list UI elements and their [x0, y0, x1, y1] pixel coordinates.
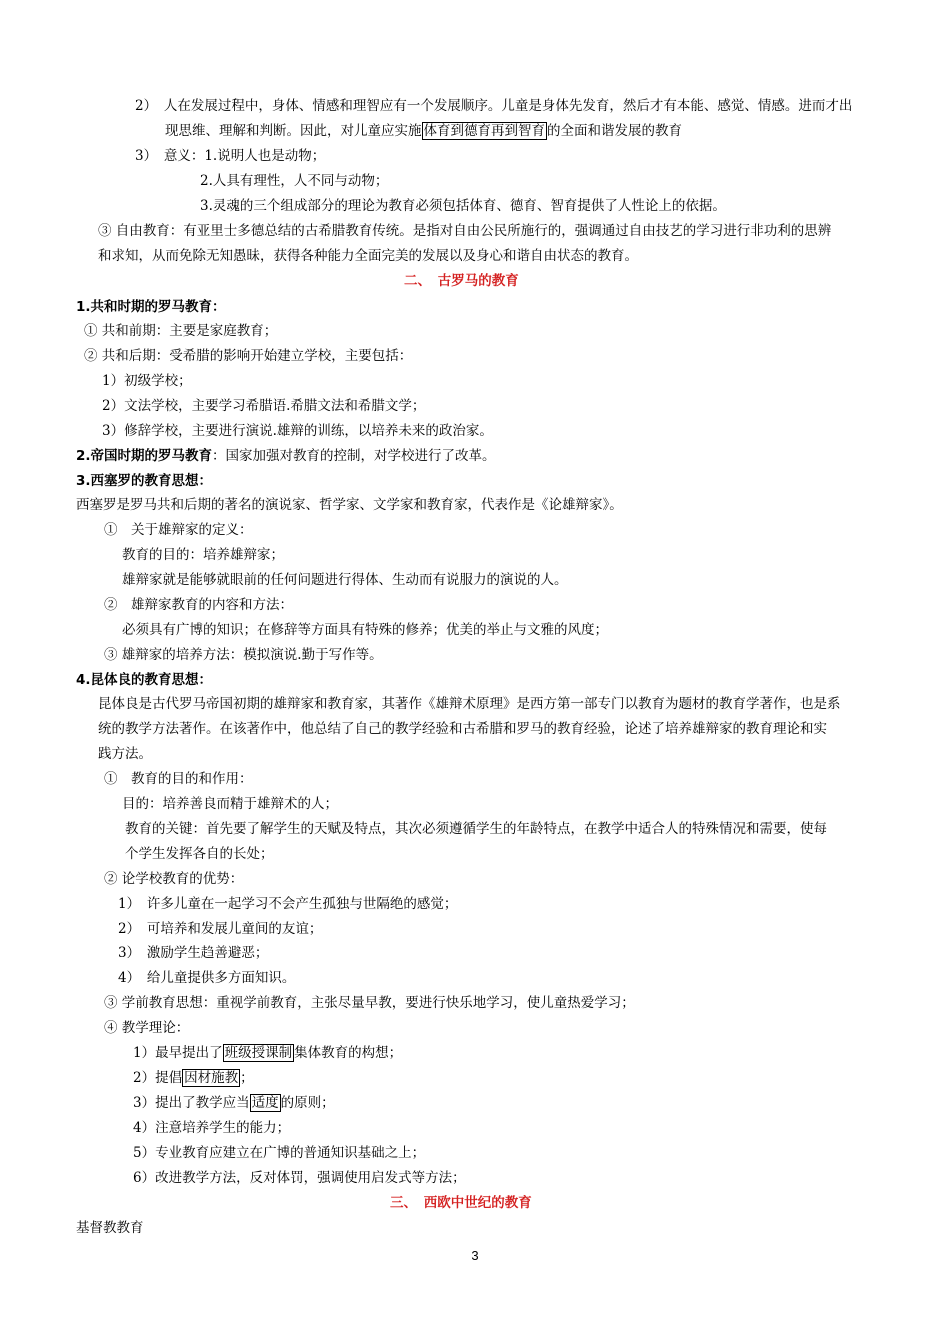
text-line: [133, 1144, 425, 1162]
text-span: 昆体良是古代罗马帝国初期的雄辩家和教育家，其著作《雄辩术原理》是西方第一部专门以教育为题材的教育学著作，也是系: [98, 696, 841, 712]
text-span: 1）初级学校；: [102, 373, 192, 389]
text-span: 3）提出了教学应当: [133, 1095, 250, 1111]
text-line: [200, 197, 726, 215]
text-line: [104, 1019, 189, 1037]
text-span: 1） 许多儿童在一起学习不会产生孤独与世隔绝的感觉；: [118, 896, 458, 912]
text-span: 2） 可培养和发展儿童间的友谊；: [118, 921, 323, 937]
subsection-heading: [76, 472, 212, 490]
text-line: [118, 895, 457, 913]
text-span: 4）注意培养学生的能力；: [133, 1120, 291, 1136]
page-number: 3: [471, 1248, 479, 1263]
text-line: [84, 347, 412, 365]
text-line: [104, 596, 293, 614]
text-span: ③ 自由教育：有亚里士多德总结的古希腊教育传统。是指对自由公民所施行的，强调通过自由技艺的学习进行非功利的思辨: [98, 223, 832, 239]
text-span: 雄辩家就是能够就眼前的任何问题进行得体、生动而有说服力的演说的人。: [122, 572, 568, 588]
text-line: [104, 870, 243, 888]
text-span: 基督教教育: [76, 1220, 144, 1236]
text-line: [125, 845, 274, 863]
section-heading: [404, 272, 519, 290]
boxed-term: 因材施教: [184, 1070, 239, 1086]
text-line: [104, 521, 253, 539]
text-span: ③ 学前教育思想：重视学前教育，主张尽量早教，要进行快乐地学习，使儿童热爱学习；: [104, 995, 635, 1011]
subsection-heading: [76, 671, 212, 689]
text-line: [133, 1069, 254, 1087]
boxed-term: 适度: [251, 1095, 279, 1111]
text-span: ③ 雄辩家的培养方法：模拟演说.勤于写作等。: [104, 647, 383, 663]
text-span: ② 雄辩家教育的内容和方法：: [104, 597, 293, 613]
text-span: ① 教育的目的和作用：: [104, 771, 253, 787]
text-span: 4） 给儿童提供多方面知识。: [118, 970, 296, 986]
subsection-heading: [76, 298, 226, 316]
text-span: 3.西塞罗的教育思想：: [76, 473, 213, 489]
text-line: [135, 97, 852, 115]
text-span: 2.人具有理性，人不同与动物；: [200, 173, 389, 189]
text-span: 目的：培养善良而精于雄辩术的人；: [122, 796, 338, 812]
text-span: 4.昆体良的教育思想：: [76, 672, 213, 688]
text-span: 1）最早提出了: [133, 1045, 223, 1061]
text-line: [98, 720, 827, 738]
boxed-term: 体育到德育再到智育: [423, 123, 545, 139]
text-line: [102, 397, 425, 415]
text-line: [122, 546, 284, 564]
text-span: 统的教学方法著作。在该著作中，他总结了自己的教学经验和古希腊和罗马的教育经验，论述了培养雄辩家的教育理论和实: [98, 721, 827, 737]
text-line: [104, 770, 253, 788]
text-span: 3.灵魂的三个组成部分的理论为教育必须包括体育、德育、智育提供了人性论上的依据。: [200, 198, 726, 214]
text-span: 教育的关键：首先要了解学生的天赋及特点，其次必须遵循学生的年龄特点，在教学中适合人的特殊情况和需要，使每: [125, 821, 827, 837]
text-line: [98, 222, 831, 240]
text-line: [133, 1119, 290, 1137]
text-line: [102, 372, 192, 390]
text-span: 2） 人在发展过程中，身体、情感和理智应有一个发展顺序。儿童是身体先发育，然后才有本能、感觉、情感。进而才出: [135, 98, 853, 114]
text-span: 的全面和谐发展的教育: [547, 123, 682, 139]
text-line: [118, 920, 322, 938]
text-line: [135, 147, 325, 165]
text-span: 现思维、理解和判断。因此，对儿童应实施: [165, 123, 422, 139]
text-line: [200, 172, 388, 190]
text-line: [122, 571, 568, 589]
text-line: [133, 1094, 335, 1112]
text-line: [133, 1169, 466, 1187]
text-span: 二、 古罗马的教育: [404, 273, 519, 289]
text-span: 3） 意义：1.说明人也是动物；: [135, 148, 326, 164]
text-span: 6）改进教学方法，反对体罚，强调使用启发式等方法；: [133, 1170, 466, 1186]
text-span: 2）提倡: [133, 1070, 183, 1086]
text-line: [104, 994, 635, 1012]
text-span: 教育的目的：培养雄辩家；: [122, 547, 284, 563]
text-span: ① 关于雄辩家的定义：: [104, 522, 253, 538]
text-line: [133, 1044, 402, 1062]
text-span: 西塞罗是罗马共和后期的著名的演说家、哲学家、文学家和教育家，代表作是《论雄辩家》。: [76, 497, 623, 513]
text-span: ① 共和前期：主要是家庭教育；: [84, 323, 278, 339]
text-line: [98, 695, 841, 713]
text-line: [102, 422, 493, 440]
boxed-term: 班级授课制: [224, 1045, 293, 1061]
text-line: [118, 969, 295, 987]
text-line: [84, 322, 277, 340]
text-span: ② 共和后期：受希腊的影响开始建立学校，主要包括：: [84, 348, 413, 364]
text-span: 和求知，从而免除无知愚昧，获得各种能力全面完美的发展以及身心和谐自由状态的教育。: [98, 248, 638, 264]
text-span: 践方法。: [98, 746, 152, 762]
text-span: 1.共和时期的罗马教育：: [76, 299, 226, 315]
text-span: 3）修辞学校，主要进行演说.雄辩的训练，以培养未来的政治家。: [102, 423, 493, 439]
text-span: 三、 西欧中世纪的教育: [390, 1195, 532, 1211]
text-line: [104, 646, 383, 664]
text-line: [76, 1219, 144, 1237]
bold-term: 2.帝国时期的罗马教育: [76, 448, 213, 464]
section-heading: [390, 1194, 532, 1212]
text-line: [98, 745, 152, 763]
text-line: [122, 795, 338, 813]
text-span: 集体教育的构想；: [294, 1045, 403, 1061]
text-span: 的原则；: [280, 1095, 335, 1111]
text-span: 5）专业教育应建立在广博的普通知识基础之上；: [133, 1145, 426, 1161]
text-span: ：国家加强对教育的控制，对学校进行了改革。: [212, 448, 496, 464]
text-span: ② 论学校教育的优势：: [104, 871, 244, 887]
text-span: ④ 教学理论：: [104, 1020, 190, 1036]
text-span: 个学生发挥各自的长处；: [125, 846, 274, 862]
text-span: ；: [240, 1070, 254, 1086]
text-span: 2）文法学校，主要学习希腊语.希腊文法和希腊文学；: [102, 398, 426, 414]
text-span: 3） 激励学生趋善避恶；: [118, 945, 269, 961]
text-line: [76, 447, 496, 465]
text-line: [122, 621, 608, 639]
text-line: [125, 820, 827, 838]
text-line: [76, 496, 623, 514]
text-line: [118, 944, 268, 962]
text-span: 必须具有广博的知识；在修辞等方面具有特殊的修养；优美的举止与文雅的风度；: [122, 622, 608, 638]
text-line: [165, 122, 682, 140]
text-line: [98, 247, 638, 265]
